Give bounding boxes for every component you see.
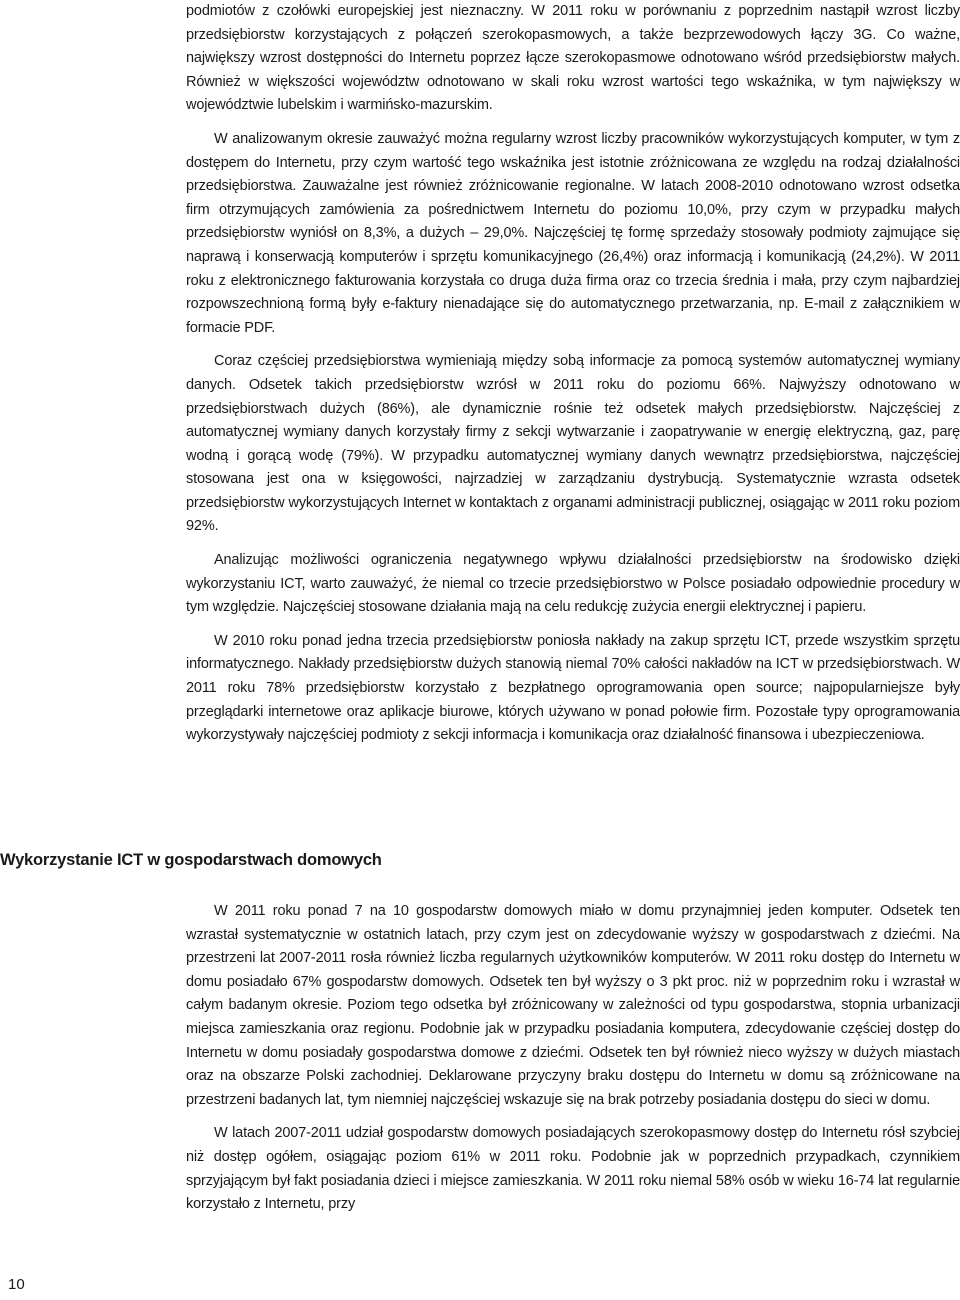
page-number: 10 [8,1276,25,1293]
paragraph-employees-computers: W analizowanym okresie zauważyć można regularny wzrost liczby pracowników wykorzystujących komputer, w tym z dostępem do Internetu, przy czym wartość tego wskaźnika jest istotnie zróżnicowana ze względu na rodzaj działalności przedsiębiorstwa. Zauważalne jest również zróżnicowanie regionalne. W latach 2008-2010 odnotowano wzrost odsetka firm otrzymujących zamówienia za pośrednictwem Internetu do poziomu 10,0%, przy czym w przypadku małych przedsiębiorstw wyniósł on 8,3%, a dużych – 29,0%. Najczęściej tę formę sprzedaży stosowały podmioty zajmujące się naprawą i konserwacją komputerów i sprzętu komunikacyjnego (26,4%) oraz informacją i komunikacją (24,2%). W 2011 roku z elektronicznego fakturowania korzystała co druga duża firma oraz co trzecia średnia i mała, przy czym najbardziej rozpowszechnioną formą były e-faktury nienadające się do automatycznego przetwarzania, np. E-mail z załącznikiem w formacie PDF. [186,130,960,336]
paragraph-household-broadband: W latach 2007-2011 udział gospodarstw domowych posiadających szerokopasmowy dostęp do Internetu rósł szybciej niż dostęp ogółem, osiągając poziom 61% w 2011 roku. Podobnie jak w poprzednich przypadkach, czynnikiem sprzyjającym był fakt posiadania dzieci i miejsce zamieszkania. W 2011 roku niemal 58% osób w wieku 16-74 lat regularnie korzystało z Internetu, przy [186,1125,960,1213]
households-section [186,900,960,1217]
paragraph-ict-expenditure: W 2010 roku ponad jedna trzecia przedsiębiorstw poniosła nakłady na zakup sprzętu ICT, przede wszystkim sprzętu informatycznego. Nakłady przedsiębiorstw dużych stanowią niemal 70% całości nakładów na ICT w przedsiębiorstwach. W 2011 roku 78% przedsiębiorstw korzystało z bezpłatnego oprogramowania open source; najpopularniejsze były przeglądarki internetowe oraz aplikacje biurowe, których używano w ponad połowie firm. Pozostałe typy oprogramowania wykorzystywały najczęściej podmioty z sekcji informacja i komunikacja oraz działalność finansowa i ubezpieczeniowa. [186,632,960,744]
paragraph-broadband-access: podmiotów z czołówki europejskiej jest nieznaczny. W 2011 roku w porównaniu z poprzednim nastąpił wzrost liczby przedsiębiorstw korzystających z połączeń szerokopasmowych, a także bezprzewodowych łączy 3G. Co ważne, największy wzrost dostępności do Internetu poprzez łącze szerokopasmowe odnotowano wśród przedsiębiorstw małych. Również w większości województw odnotowano w skali roku wzrost wartości tego wskaźnika, w tym największy w województwie lubelskim i warmińsko-mazurskim. [186,3,960,114]
paragraph-automatic-data-exchange: Coraz częściej przedsiębiorstwa wymieniają między sobą informacje za pomocą systemów automatycznej wymiany danych. Odsetek takich przedsiębiorstw wzrósł w 2011 roku do poziomu 66%. Najwyższy odnotowano w przedsiębiorstwach dużych (86%), ale dynamicznie rośnie też odsetek małych przedsiębiorstw. Najczęściej z automatycznej wymiany danych korzystały firmy z sekcji wytwarzanie i zaopatrywanie w energię elektryczną, gaz, parę wodną i gorącą wodę (79%). W przypadku automatycznej wymiany danych wewnątrz przedsiębiorstwa, najczęściej stosowana jest ona w księgowości, najrzadziej w zarządzaniu dystrybucją. Systematycznie wzrasta odsetek przedsiębiorstw wykorzystujących Internet w kontaktach z organami administracji publicznej, osiągając w 2011 roku poziom 92%. [186,353,960,535]
main-text-column [186,0,960,748]
paragraph-household-computers: W 2011 roku ponad 7 na 10 gospodarstw domowych miało w domu przynajmniej jeden komputer. Odsetek ten wzrastał systematycznie w ostatnich latach, przy czym jest on zdecydowanie wyższy w gospodarstwach z dziećmi. Na przestrzeni lat 2007-2011 rosła również liczba regularnych użytkowników komputerów. W 2011 roku dostęp do Internetu w domu posiadało 67% gospodarstw domowych. Odsetek ten był wyższy o 3 pkt proc. niż w poprzednim roku i wzrastał w całym badanym okresie. Poziom tego odsetka był zróżnicowany w zależności od typu gospodarstwa, stopnia urbanizacji miejsca zamieszkania oraz regionu. Podobnie jak w przypadku posiadania komputera, zdecydowanie częściej dostęp do Internetu w domu posiadały gospodarstwa domowe z dziećmi. Odsetek ten był również nieco wyższy w dużych miastach oraz na obszarze Polski zachodniej. Deklarowane przyczyny braku dostępu do Internetu w domu są zróżnicowane na przestrzeni badanych lat, tym niemniej najczęściej wskazuje się na brak potrzeby posiadania dostępu do sieci w domu. [186,903,960,1108]
section-heading: Wykorzystanie ICT w gospodarstwach domowych [0,851,382,869]
paragraph-environment-ict: Analizując możliwości ograniczenia negatywnego wpływu działalności przedsiębiorstw na środowisko dzięki wykorzystaniu ICT, warto zauważyć, że niemal co trzecie przedsiębiorstwo w Polsce posiadało odpowiednie procedury w tym względzie. Najczęściej stosowane działania mają na celu redukcję zużycia energii elektrycznej i papieru. [186,552,960,616]
